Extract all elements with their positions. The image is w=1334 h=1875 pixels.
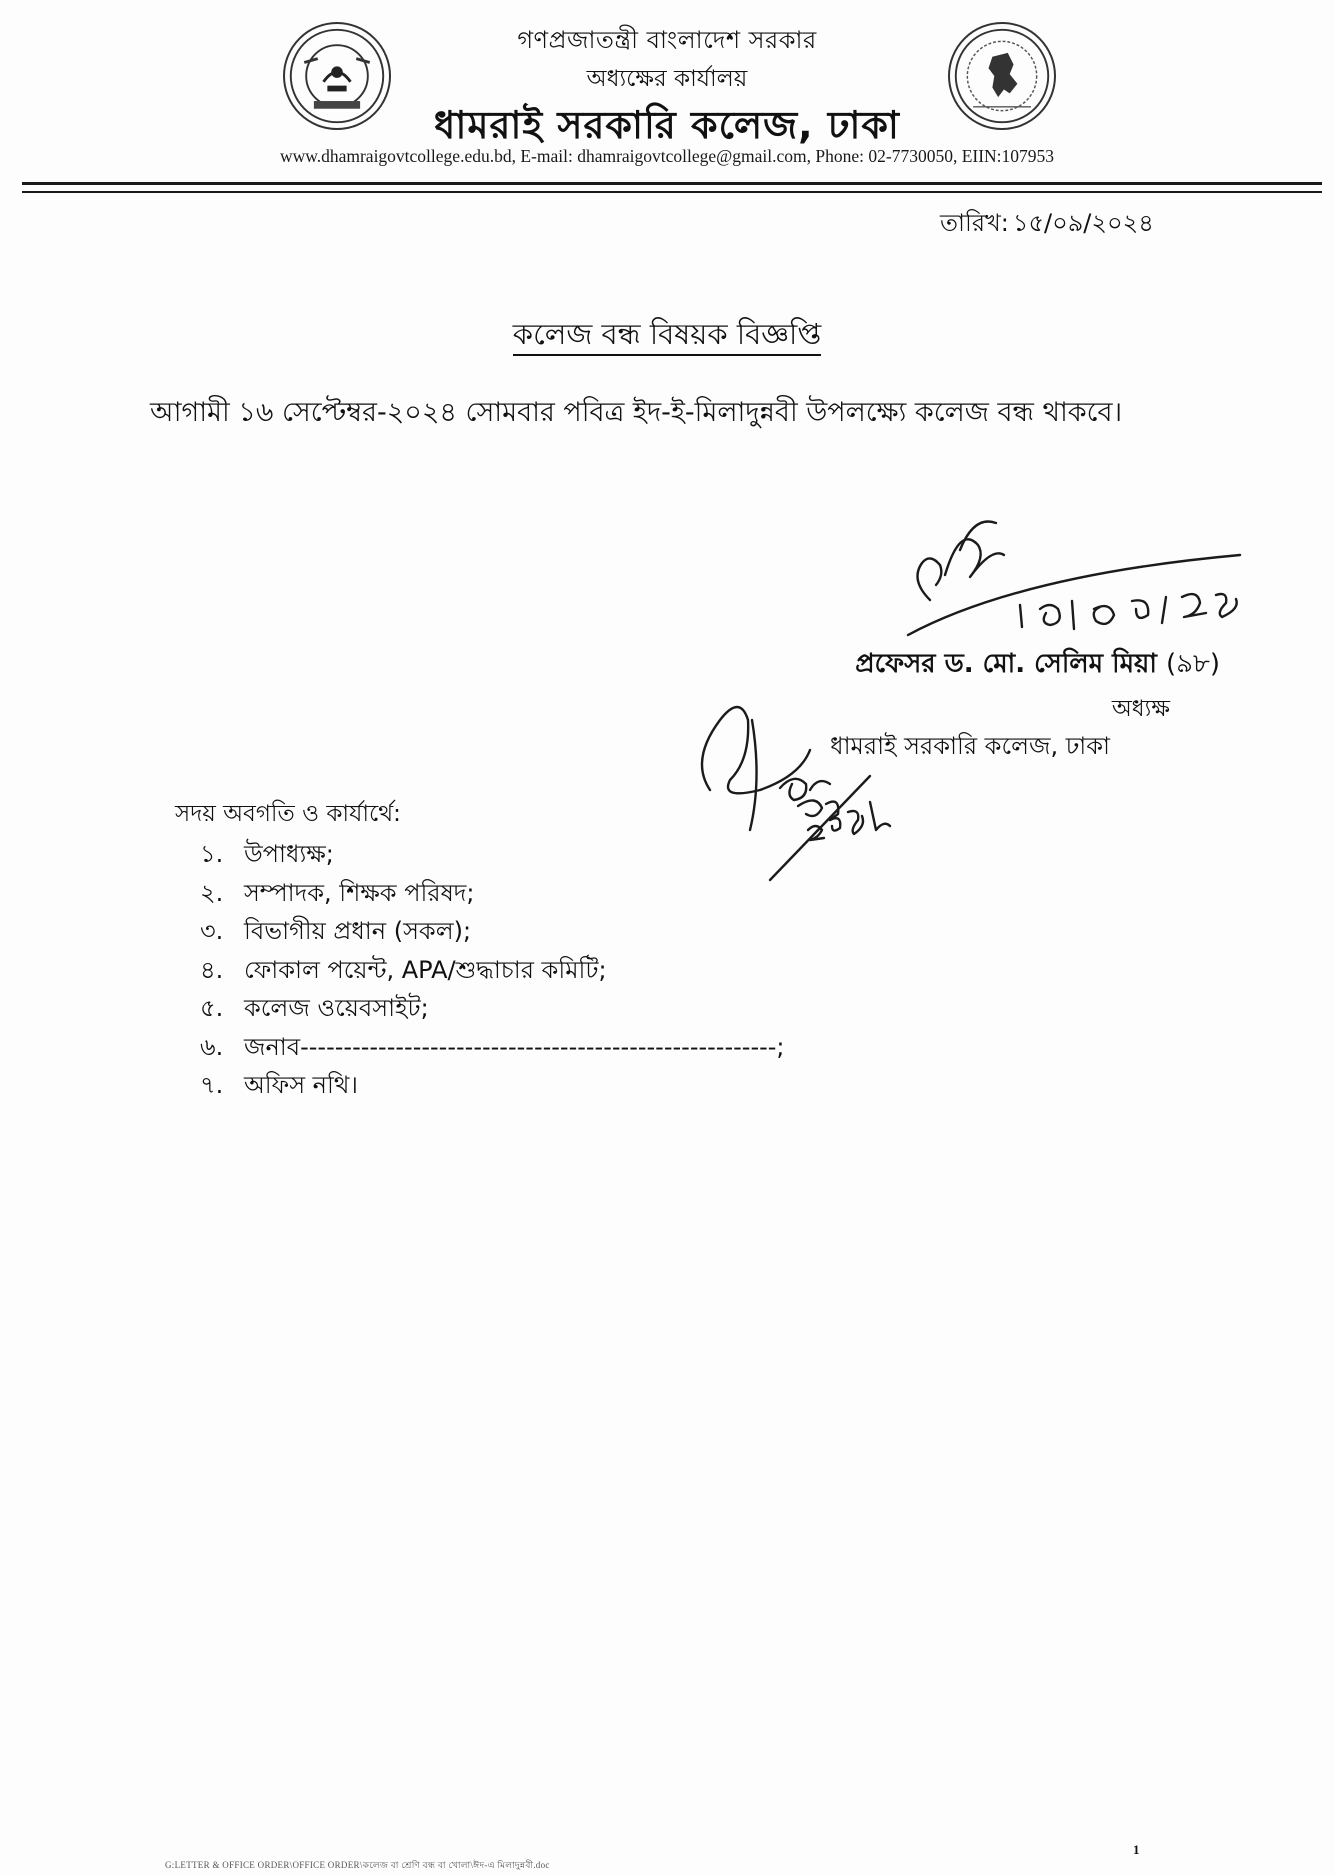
list-item-text: জনাব-------------------------------------------------------; [244, 1032, 785, 1061]
list-item-number: ৪. [200, 955, 224, 984]
government-name: গণপ্রজাতন্ত্রী বাংলাদেশ সরকার [517, 26, 817, 54]
date-value: ১৫/০৯/২০২৪ [1012, 209, 1154, 237]
notice-body: আগামী ১৬ সেপ্টেম্বর-২০২৪ সোমবার পবিত্র ইদ-ই-মিলাদুন্নবী উপলক্ষ্যে কলেজ বন্ধ থাকবে। [150, 397, 1123, 428]
list-item [200, 952, 785, 991]
list-item-number: ৩. [200, 917, 224, 945]
list-item [200, 990, 785, 1029]
list-item [200, 1029, 785, 1068]
date-line [940, 205, 1154, 245]
footer-file-path: G:LETTER & OFFICE ORDER\OFFICE ORDER\কলেজ বা শ্রেণি বন্ধ বা খোলা\ঈদ-এ মিলাদুন্নবী.doc [165, 1860, 550, 1870]
header-divider-thin [22, 191, 1322, 193]
signatory-institution: ধামরাই সরকারি কলেজ, ঢাকা [830, 732, 1110, 760]
list-item [200, 836, 785, 875]
signatory-name-suffix: (৯৮) [1165, 649, 1220, 679]
page-number: 1 [1133, 1842, 1140, 1857]
distribution-heading: সদয় অবগতি ও কার্যার্থে: [175, 801, 401, 827]
list-item [200, 913, 785, 952]
contact-info: www.dhamraigovtcollege.edu.bd, E-mail: dhamraigovtcollege@gmail.com, Phone: 02-7730050, EIIN:107953 [279, 146, 1055, 166]
list-item-text: বিভাগীয় প্রধান (সকল); [244, 917, 472, 945]
list-item-number: ৬. [200, 1032, 224, 1061]
list-item [200, 1067, 785, 1106]
notice-title-text: কলেজ বন্ধ বিষয়ক বিজ্ঞপ্তি [513, 317, 821, 356]
date-label: তারিখ: [940, 209, 1009, 237]
office-name: অধ্যক্ষের কার্যালয় [586, 66, 748, 92]
college-name: ধামরাই সরকারি কলেজ, ঢাকা [434, 103, 900, 147]
signatory-name-text: প্রফেসর ড. মো. সেলিম মিয়া [855, 649, 1157, 679]
list-item-text: সম্পাদক, শিক্ষক পরিষদ; [244, 878, 475, 907]
list-item-text: অফিস নথি। [244, 1071, 358, 1099]
signature-icon [900, 505, 1300, 645]
distribution-list [200, 836, 785, 1106]
list-item-number: ১. [200, 840, 224, 868]
list-item-number: ৭. [200, 1071, 224, 1099]
list-item-number: ২. [200, 878, 224, 907]
notice-title [0, 312, 1334, 361]
list-item-text: কলেজ ওয়েবসাইট; [244, 994, 429, 1022]
list-item-text: ফোকাল পয়েন্ট, APA/শুদ্ধাচার কমিটি; [244, 955, 607, 984]
list-item-text: উপাধ্যক্ষ; [244, 840, 334, 868]
list-item [200, 875, 785, 914]
list-item-number: ৫. [200, 994, 224, 1022]
header-divider [22, 182, 1322, 185]
signatory-designation: অধ্যক্ষ [1111, 696, 1170, 722]
